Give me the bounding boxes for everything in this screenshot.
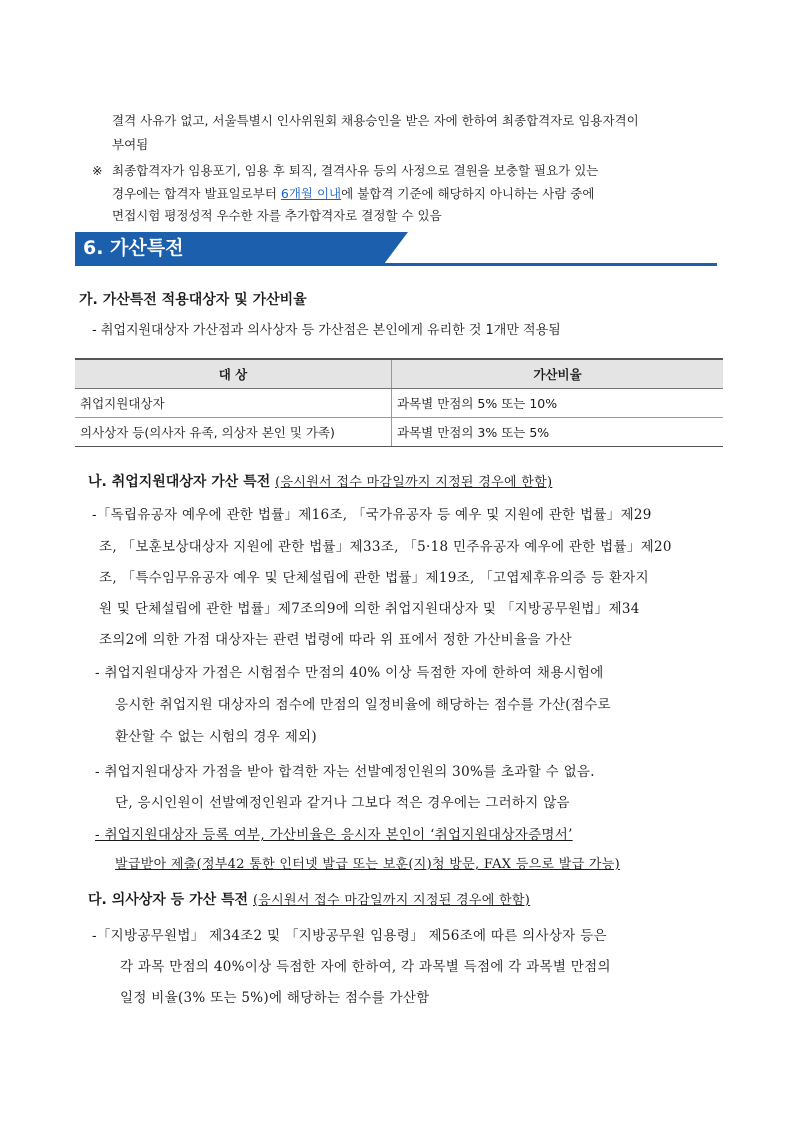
sub-b-note: (응시원서 접수 마감일까지 지정된 경우에 한함) [275, 475, 553, 490]
table-cell: 취업지원대상자 [75, 389, 392, 418]
sub-b-p1-line: 원 및 단체설립에 관한 법률」제7조의9에 의한 취업지원대상자 및 「지방공무원법」제34 [99, 601, 640, 617]
table-header-row [75, 359, 723, 389]
sub-b-p2-line: 응시한 취업지원 대상자의 점수에 만점의 일정비율에 해당하는 점수를 가산(점수로 [115, 697, 611, 713]
table-cell: 과목별 만점의 3% 또는 5% [392, 418, 724, 447]
section-header-slant [384, 232, 408, 264]
sub-c-title: 다. 의사상자 등 가산 특전 [88, 892, 249, 908]
sub-c-note: (응시원서 접수 마감일까지 지정된 경우에 한함) [252, 893, 531, 908]
note-mark: ※ [92, 163, 103, 178]
sub-b-p1-line: 조의2에 의한 가점 대상자는 관련 법령에 따라 위 표에서 정한 가산비율을 가산 [99, 632, 572, 648]
sub-b-p1-line: 조, 「특수임무유공자 예우 및 단체설립에 관한 법률」제19조, 「고엽제후유의증 등 환자지 [99, 570, 649, 586]
note-line-3: 면접시험 평정성적 우수한 자를 추가합격자로 결정할 수 있음 [112, 208, 442, 223]
sub-c-p1-line: 일정 비율(3% 또는 5%)에 해당하는 점수를 가산함 [120, 990, 430, 1006]
bonus-table [75, 358, 723, 447]
note-line-2-post: 에 불합격 기준에 해당하지 아니하는 사람 중에 [341, 186, 595, 201]
sub-b-heading [88, 473, 552, 492]
section-header-underline [75, 263, 717, 266]
sub-b-title: 나. 취업지원대상자 가산 특전 [88, 474, 271, 490]
six-months-link[interactable]: 6개월 이내 [280, 186, 342, 201]
intro-line-1: 결격 사유가 없고, 서울특별시 인사위원회 채용승인을 받은 자에 한하여 최종합격자로 임용자격이 [112, 113, 639, 128]
sub-b-p1-line: -「독립유공자 예우에 관한 법률」제16조, 「국가유공자 등 예우 및 지원에 관한 법률」제29 [92, 507, 652, 523]
table-row [75, 389, 723, 418]
table-row [75, 418, 723, 447]
sub-b-p1-line: 조, 「보훈보상대상자 지원에 관한 법률」제33조, 「5·18 민주유공자 예우에 관한 법률」제20 [99, 539, 672, 555]
sub-c-p1-line: -「지방공무원법」 제34조2 및 「지방공무원 임용령」 제56조에 따른 의사상자 등은 [92, 928, 607, 944]
table-cell: 과목별 만점의 5% 또는 10% [392, 389, 724, 418]
sub-b-p3-line: 단, 응시인원이 선발예정인원과 같거나 그보다 적은 경우에는 그러하지 않음 [115, 795, 570, 811]
table-header-rate: 가산비율 [392, 359, 724, 389]
sub-c-heading [88, 891, 530, 910]
note-line-1: 최종합격자가 임용포기, 임용 후 퇴직, 결격사유 등의 사정으로 결원을 보충할 필요가 있는 [112, 163, 599, 178]
sub-b-p4-line: 발급받아 제출(정부42 통한 인터넷 발급 또는 보훈(지)청 방문, FAX 등으로 발급 가능) [115, 857, 620, 872]
sub-a-bullet: - 취업지원대상자 가산점과 의사상자 등 가산점은 본인에게 유리한 것 1개만 적용됨 [92, 323, 561, 338]
section-title: 6. 가산특전 [83, 237, 184, 259]
table-header-target: 대 상 [75, 359, 392, 389]
note-line-2-pre: 경우에는 합격자 발표일로부터 [112, 186, 281, 201]
sub-b-p2-line: 환산할 수 없는 시험의 경우 제외) [115, 729, 317, 745]
sub-b-p4-line: - 취업지원대상자 등록 여부, 가산비율은 응시자 본인이 ‘취업지원대상자증명서’ [95, 827, 573, 843]
sub-b-p2-line: - 취업지원대상자 가점은 시험점수 만점의 40% 이상 득점한 자에 한하여 채용시험에 [95, 665, 604, 681]
sub-a-heading: 가. 가산특전 적용대상자 및 가산비율 [79, 292, 307, 308]
note-line-2 [112, 186, 594, 202]
sub-c-p1-line: 각 과목 만점의 40%이상 득점한 자에 한하여, 각 과목별 득점에 각 과목별 만점의 [120, 959, 611, 975]
table-cell: 의사상자 등(의사자 유족, 의상자 본인 및 가족) [75, 418, 392, 447]
sub-b-p3-line: - 취업지원대상자 가점을 받아 합격한 자는 선발예정인원의 30%를 초과할 수 없음. [95, 764, 595, 780]
intro-line-2: 부여됨 [112, 137, 149, 152]
